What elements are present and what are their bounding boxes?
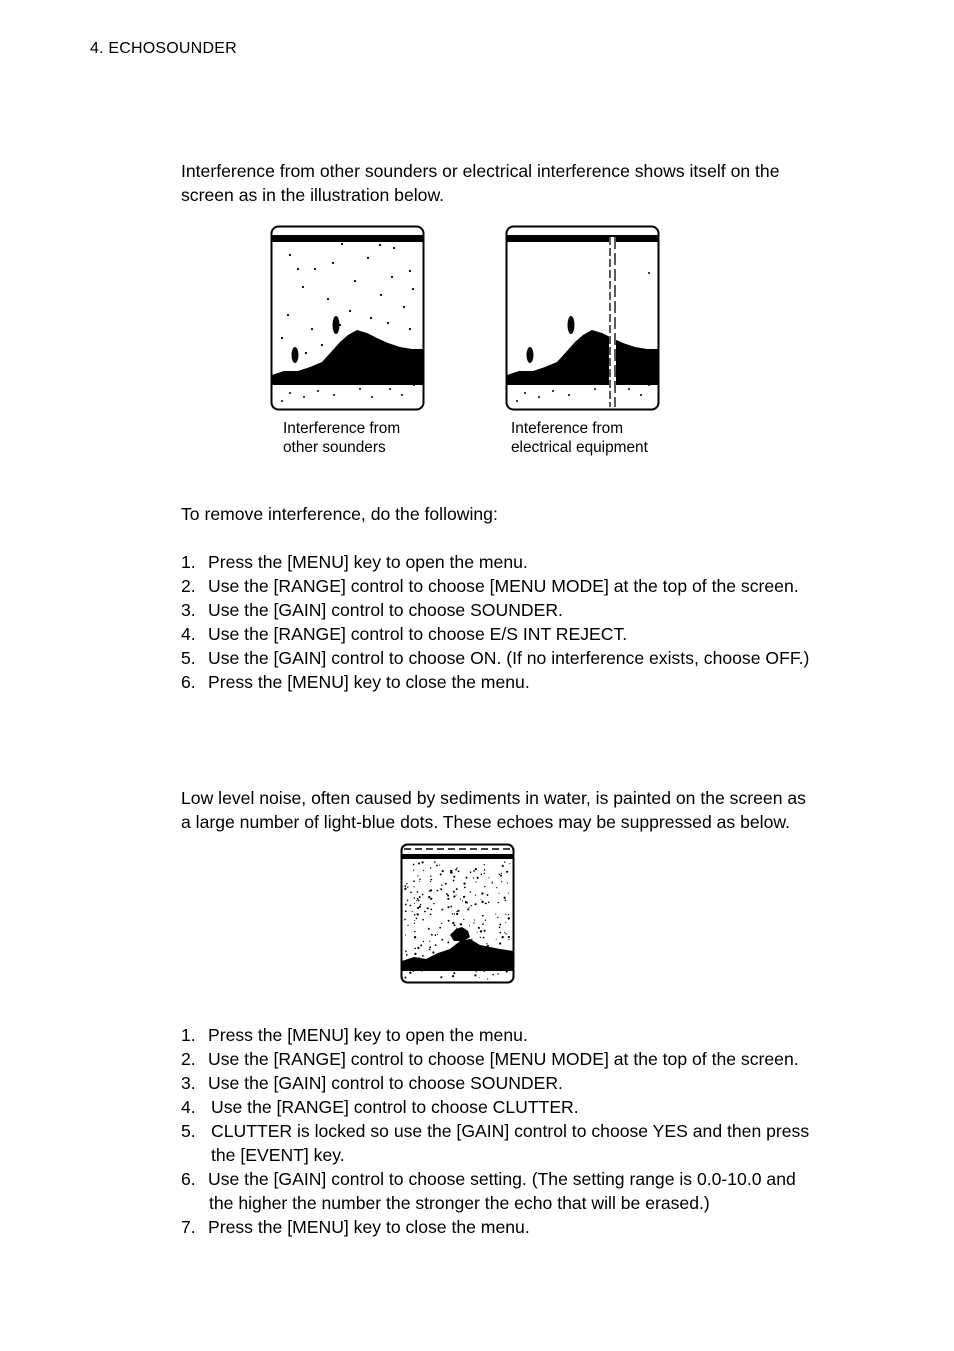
noise-dot <box>463 919 464 920</box>
noise-dot <box>440 976 442 978</box>
noise-dot <box>462 900 463 901</box>
noise-dot <box>453 895 455 897</box>
noise-dot <box>495 914 496 915</box>
noise-dot <box>441 909 443 911</box>
noise-dot <box>508 936 510 938</box>
noise-dot <box>447 906 449 908</box>
noise-dot <box>414 920 415 921</box>
noise-dot <box>422 861 424 863</box>
noise-dot <box>474 919 475 920</box>
noise-dot <box>475 881 476 882</box>
step-text: Use the [GAIN] control to choose setting. (The setting range is 0.0-10.0 and <box>208 1169 796 1189</box>
interference-intro-line1: Interference from other sounders or electrical interference shows itself on the <box>181 161 780 181</box>
noise-dot <box>487 978 488 979</box>
noise-dot <box>450 870 452 872</box>
step-text: Use the [RANGE] control to choose E/S INT REJECT. <box>208 624 628 644</box>
noise-dot <box>414 931 415 932</box>
noise-dot <box>470 905 471 906</box>
noise-dot <box>404 977 406 979</box>
noise-dot <box>417 875 418 876</box>
noise-dot <box>404 888 406 890</box>
step-number: 1. <box>181 1025 196 1045</box>
noise-dot <box>481 873 483 875</box>
noise-dot <box>440 888 442 890</box>
step-number: 2. <box>181 576 196 596</box>
noise-dot <box>434 861 436 863</box>
noise-dot <box>407 899 409 901</box>
noise-dot <box>410 891 412 893</box>
step-text: Use the [RANGE] control to choose [MENU MODE] at the top of the screen. <box>208 576 799 596</box>
noise-dot <box>430 867 432 869</box>
noise-dot <box>442 870 444 872</box>
noise-dot <box>406 883 407 884</box>
noise-step-4 <box>181 1095 579 1119</box>
noise-dot <box>507 882 508 883</box>
noise-dot <box>467 908 469 910</box>
noise-dot <box>479 977 480 978</box>
noise-dot <box>417 898 419 900</box>
step-number: 2. <box>181 1049 196 1069</box>
step-text: Use the [GAIN] control to choose ON. (If no interference exists, choose OFF.) <box>208 648 810 668</box>
noise-dot <box>418 862 420 864</box>
noise-dot <box>450 906 452 908</box>
noise-dot <box>481 899 482 900</box>
noise-dot <box>484 869 486 871</box>
step-text: Press the [MENU] key to open the menu. <box>208 552 528 572</box>
noise-dot <box>414 903 415 904</box>
interference-step-1 <box>181 550 528 574</box>
caption-other-sounders-line1: Interference from <box>283 420 401 437</box>
noise-dot <box>417 907 419 909</box>
noise-dot <box>455 869 456 870</box>
noise-dot <box>508 939 509 940</box>
noise-dot <box>417 947 419 949</box>
noise-dot <box>501 881 502 882</box>
noise-dot <box>502 936 504 938</box>
noise-dot <box>441 884 442 885</box>
noise-dot <box>429 890 431 892</box>
interference-step-6 <box>181 670 530 694</box>
noise-dot <box>501 873 502 874</box>
noise-dot <box>469 925 470 926</box>
noise-dot <box>422 894 424 896</box>
noise-dot <box>405 910 407 912</box>
noise-dot <box>505 922 506 923</box>
noise-dot <box>500 875 502 877</box>
noise-dot <box>428 928 430 930</box>
step-text: Press the [MENU] key to close the menu. <box>208 672 530 692</box>
noise-dot <box>497 917 498 918</box>
noise-dot <box>504 899 506 901</box>
step-text: Use the [GAIN] control to choose SOUNDER. <box>208 600 563 620</box>
noise-dot <box>465 901 467 903</box>
noise-dot <box>430 879 432 881</box>
noise-dot <box>430 881 431 882</box>
noise-dot <box>508 917 510 919</box>
noise-dot <box>453 880 455 882</box>
noise-dot <box>447 895 449 897</box>
noise-step-6-continuation: the higher the number the stronger the echo that will be erased.) <box>209 1193 710 1213</box>
echogram-electrical-equipment <box>505 225 660 411</box>
noise-dot <box>413 869 414 870</box>
interference-step-2 <box>181 574 799 598</box>
noise-dot <box>475 894 476 895</box>
noise-dot <box>417 891 419 893</box>
noise-dot <box>453 891 455 893</box>
step-text: Use the [RANGE] control to choose [MENU MODE] at the top of the screen. <box>208 1049 799 1069</box>
noise-dot <box>414 914 416 916</box>
noise-dot <box>470 891 472 893</box>
noise-dot <box>483 937 485 939</box>
echogram-low-level-noise <box>400 843 515 984</box>
noise-dot <box>475 868 477 870</box>
noise-dot <box>418 900 420 902</box>
noise-dot <box>480 930 482 932</box>
noise-dot <box>414 936 416 938</box>
noise-dot <box>423 941 424 942</box>
noise-dot <box>481 901 483 903</box>
noise-dot <box>430 898 432 900</box>
noise-dot <box>419 881 420 882</box>
noise-intro-line2: a large number of light-blue dots. These echoes may be suppressed as below. <box>181 812 790 832</box>
noise-dot <box>428 897 430 899</box>
noise-dot <box>456 913 458 915</box>
interference-step-3 <box>181 598 563 622</box>
noise-dot <box>483 864 484 865</box>
noise-dot <box>470 871 472 873</box>
interference-step-4 <box>181 622 627 646</box>
noise-dot <box>432 951 434 953</box>
noise-dot <box>482 915 484 917</box>
noise-dot <box>440 873 442 875</box>
step-number: 3. <box>181 600 196 620</box>
noise-dot <box>482 923 484 925</box>
noise-dot <box>456 894 457 895</box>
noise-dot <box>416 900 417 901</box>
step-number: 7. <box>181 1217 196 1237</box>
noise-dot <box>414 897 416 899</box>
noise-dot <box>417 913 419 915</box>
noise-dot <box>478 927 480 929</box>
noise-dot <box>409 972 411 974</box>
noise-dot <box>416 918 418 920</box>
noise-dot <box>486 943 487 944</box>
interference-lead: To remove interference, do the following: <box>181 504 498 524</box>
noise-dot <box>453 876 455 878</box>
noise-dot <box>460 899 461 900</box>
noise-dot <box>475 971 476 972</box>
noise-step-6 <box>181 1167 796 1191</box>
noise-dot <box>485 920 486 921</box>
caption-electrical-line2: electrical equipment <box>511 439 648 456</box>
noise-dot <box>404 919 406 921</box>
noise-dot <box>437 890 439 892</box>
noise-dot <box>422 955 424 957</box>
noise-dot <box>406 955 407 956</box>
noise-dot <box>441 939 443 941</box>
noise-dot <box>447 941 449 943</box>
noise-dot <box>413 864 415 866</box>
noise-dot <box>420 904 421 905</box>
noise-dot <box>413 886 414 887</box>
noise-dot <box>413 880 415 882</box>
noise-dot <box>412 911 413 912</box>
step-number: 4. <box>181 1097 196 1117</box>
step-text: CLUTTER is locked so use the [GAIN] control to choose YES and then press <box>211 1121 810 1141</box>
noise-dot <box>509 863 510 864</box>
noise-dot <box>430 876 431 877</box>
noise-dot <box>497 973 499 975</box>
noise-dot <box>430 913 432 915</box>
noise-dot <box>474 974 476 976</box>
noise-intro <box>181 786 861 834</box>
noise-dot <box>466 877 468 879</box>
caption-other-sounders <box>283 419 400 457</box>
noise-dot <box>496 887 497 888</box>
noise-dot <box>436 865 438 867</box>
noise-dot <box>419 896 421 898</box>
noise-dot <box>414 923 415 924</box>
noise-dot <box>508 914 509 915</box>
noise-dot <box>464 896 465 897</box>
noise-dot <box>491 882 492 883</box>
noise-dot <box>452 975 454 977</box>
noise-dot <box>420 944 422 946</box>
noise-dot <box>456 928 457 929</box>
section-header: 4. ECHOSOUNDER <box>90 40 237 57</box>
noise-dot <box>407 886 408 887</box>
noise-step-5-continuation: the [EVENT] key. <box>211 1145 345 1165</box>
noise-dot <box>488 902 490 904</box>
noise-dot <box>464 886 466 888</box>
noise-dot <box>492 974 494 976</box>
step-number: 5. <box>181 1121 196 1141</box>
noise-dot <box>404 885 406 887</box>
noise-dot <box>446 893 448 895</box>
noise-dot <box>480 937 481 938</box>
noise-dot <box>499 893 500 894</box>
step-number: 6. <box>181 1169 196 1189</box>
noise-dot <box>428 907 429 908</box>
noise-dot <box>439 927 441 929</box>
noise-dot <box>502 865 504 867</box>
noise-dot <box>463 883 465 885</box>
noise-step-1 <box>181 1023 528 1047</box>
echogram-other-sounders <box>270 225 425 411</box>
noise-dot <box>473 870 475 872</box>
noise-dot <box>499 942 501 944</box>
step-text: Use the [RANGE] control to choose CLUTTER. <box>211 1097 579 1117</box>
noise-dot <box>415 948 416 949</box>
noise-dot <box>452 922 454 924</box>
caption-electrical-equipment <box>511 419 648 457</box>
noise-dot <box>481 892 483 894</box>
noise-dot <box>506 871 508 873</box>
noise-step-2 <box>181 1047 799 1071</box>
noise-step-5 <box>181 1119 809 1143</box>
noise-dot <box>457 910 459 912</box>
noise-dot <box>504 861 505 862</box>
noise-dot <box>410 905 412 907</box>
noise-dot <box>487 894 489 896</box>
noise-dot <box>453 972 455 974</box>
noise-dot <box>445 883 447 885</box>
noise-dot <box>447 898 449 900</box>
noise-dot <box>460 923 462 925</box>
noise-dot <box>484 930 486 932</box>
noise-dot <box>473 877 474 878</box>
interference-step-5 <box>181 646 809 670</box>
noise-dot <box>477 932 478 933</box>
noise-dot <box>423 870 424 871</box>
noise-dot <box>496 939 497 940</box>
noise-dot <box>505 933 506 934</box>
noise-dot <box>405 935 406 936</box>
noise-dot <box>435 944 437 946</box>
step-text: Press the [MENU] key to open the menu. <box>208 1025 528 1045</box>
noise-dot <box>477 877 479 879</box>
noise-dot <box>429 949 430 950</box>
noise-step-3 <box>181 1071 563 1095</box>
noise-dot <box>452 913 453 914</box>
noise-dot <box>405 950 407 952</box>
noise-dot <box>475 903 477 905</box>
noise-dot <box>499 874 501 876</box>
noise-dot <box>433 903 434 904</box>
noise-dot <box>504 897 506 899</box>
noise-dot <box>429 941 430 942</box>
step-number: 3. <box>181 1073 196 1093</box>
noise-dot <box>458 870 460 872</box>
noise-dot <box>441 923 442 924</box>
noise-dot <box>407 925 408 926</box>
step-number: 1. <box>181 552 196 572</box>
noise-dot <box>471 939 472 940</box>
interference-intro <box>181 159 861 207</box>
noise-dot <box>405 904 407 906</box>
noise-step-7 <box>181 1215 530 1239</box>
step-number: 5. <box>181 648 196 668</box>
step-number: 4. <box>181 624 196 644</box>
noise-dot <box>456 867 457 868</box>
noise-dot <box>422 919 424 921</box>
noise-dot <box>419 879 420 880</box>
noise-dot <box>484 903 485 904</box>
noise-dot <box>414 953 416 955</box>
noise-dot <box>500 932 502 934</box>
noise-dot <box>488 877 489 878</box>
noise-dot <box>500 924 501 925</box>
noise-dot <box>448 920 450 922</box>
noise-dot <box>469 907 470 908</box>
noise-dot <box>508 893 509 894</box>
noise-dot <box>484 873 485 874</box>
caption-electrical-line1: Inteference from <box>511 420 624 437</box>
noise-dot <box>419 905 421 907</box>
noise-dot <box>498 902 499 903</box>
noise-dot <box>439 865 440 866</box>
noise-dot <box>505 914 506 915</box>
noise-dot <box>473 922 474 923</box>
noise-dot <box>424 911 426 913</box>
noise-intro-line1: Low level noise, often caused by sediments in water, is painted on the screen as <box>181 788 806 808</box>
noise-dot <box>437 934 438 935</box>
step-number: 6. <box>181 672 196 692</box>
caption-other-sounders-line2: other sounders <box>283 439 386 456</box>
noise-dot <box>484 886 485 887</box>
noise-dot <box>431 935 432 936</box>
noise-dot <box>499 927 501 929</box>
noise-dot <box>504 932 505 933</box>
noise-dot <box>429 946 431 948</box>
step-text: Press the [MENU] key to close the menu. <box>208 1217 530 1237</box>
noise-dot <box>435 934 437 936</box>
interference-intro-line2: screen as in the illustration below. <box>181 185 445 205</box>
noise-dot <box>454 924 456 926</box>
noise-dot <box>456 888 458 890</box>
noise-dot <box>430 909 432 911</box>
noise-dot <box>454 913 456 915</box>
step-text: Use the [GAIN] control to choose SOUNDER. <box>208 1073 563 1093</box>
